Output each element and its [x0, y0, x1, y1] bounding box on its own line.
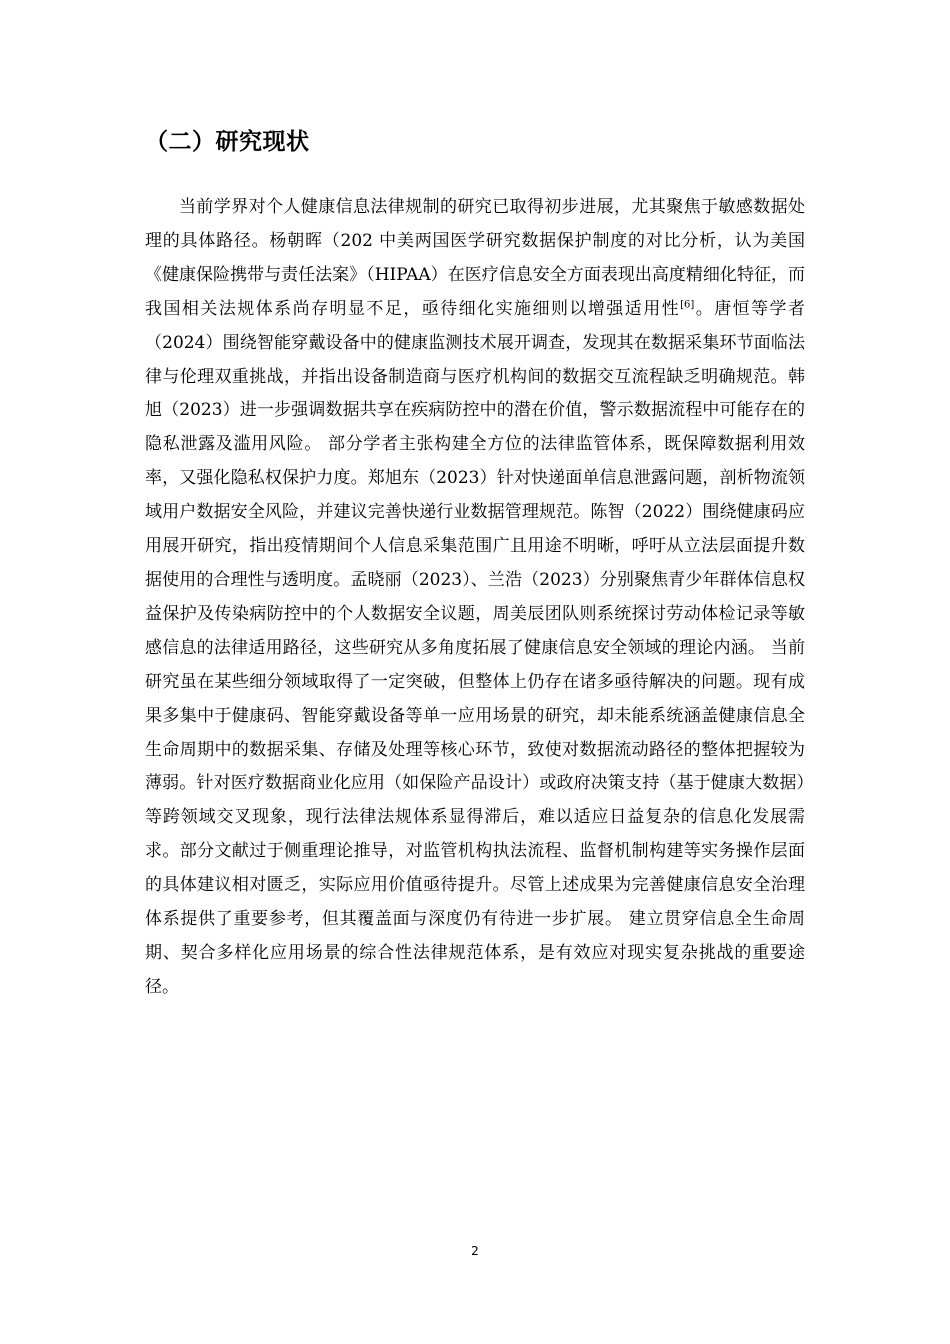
section-heading: （二）研究现状	[145, 128, 310, 155]
body-paragraph	[145, 191, 805, 1005]
body-text-part-2: 。唐恒等学者（2024）围绕智能穿戴设备中的健康监测技术展开调查，发现其在数据采集环节面临法律与伦理双重挑战，并指出设备制造商与医疗机构间的数据交互流程缺乏明确规范。韩旭（2023）进一步强调数据共享在疾病防控中的潜在价值，警示数据流程中可能存在的隐私泄露及滥用风险。 部分学者主张构建全方位的法律监管体系，既保障数据利用效率，又强化隐私权保护力度。郑旭东（2023）针对快递面单信息泄露问题，剖析物流领域用户数据安全风险，并建议完善快递行业数据管理规范。陈智（2022）围绕健康码应用展开研究，指出疫情期间个人信息采集范围广且用途不明晰，呼吁从立法层面提升数据使用的合理性与透明度。孟晓丽（2023）、兰浩（2023）分别聚焦青少年群体信息权益保护及传染病防控中的个人数据安全议题，周美辰团队则系统探讨劳动体检记录等敏感信息的法律适用路径，这些研究从多角度拓展了健康信息安全领域的理论内涵。 当前研究虽在某些细分领域取得了一定突破，但整体上仍存在诸多亟待解决的问题。现有成果多集中于健康码、智能穿戴设备等单一应用场景的研究，却未能系统涵盖健康信息全生命周期中的数据采集、存储及处理等核心环节，致使对数据流动路径的整体把握较为薄弱。针对医疗数据商业化应用（如保险产品设计）或政府决策支持（基于健康大数据）等跨领域交叉现象，现行法律法规体系显得滞后，难以适应日益复杂的信息化发展需求。部分文献过于侧重理论推导，对监管机构执法流程、监督机制构建等实务操作层面的具体建议相对匮乏，实际应用价值亟待提升。尽管上述成果为完善健康信息安全治理体系提供了重要参考，但其覆盖面与深度仍有待进一步扩展。 建立贯穿信息全生命周期、契合多样化应用场景的综合性法律规范体系，是有效应对现实复杂挑战的重要途径。	[145, 298, 806, 997]
body-text-part-1: 当前学界对个人健康信息法律规制的研究已取得初步进展，尤其聚焦于敏感数据处理的具体路径。杨朝晖（202 中美两国医学研究数据保护制度的对比分析，认为美国《健康保险携带与责任法案》（HIPAA）在医疗信息安全方面表现出高度精细化特征，而我国相关法规体系尚存明显不足，亟待细化实施细则以增强适用性	[145, 197, 805, 319]
citation-marker: [6]	[680, 299, 695, 311]
page-number: 2	[471, 1244, 479, 1258]
